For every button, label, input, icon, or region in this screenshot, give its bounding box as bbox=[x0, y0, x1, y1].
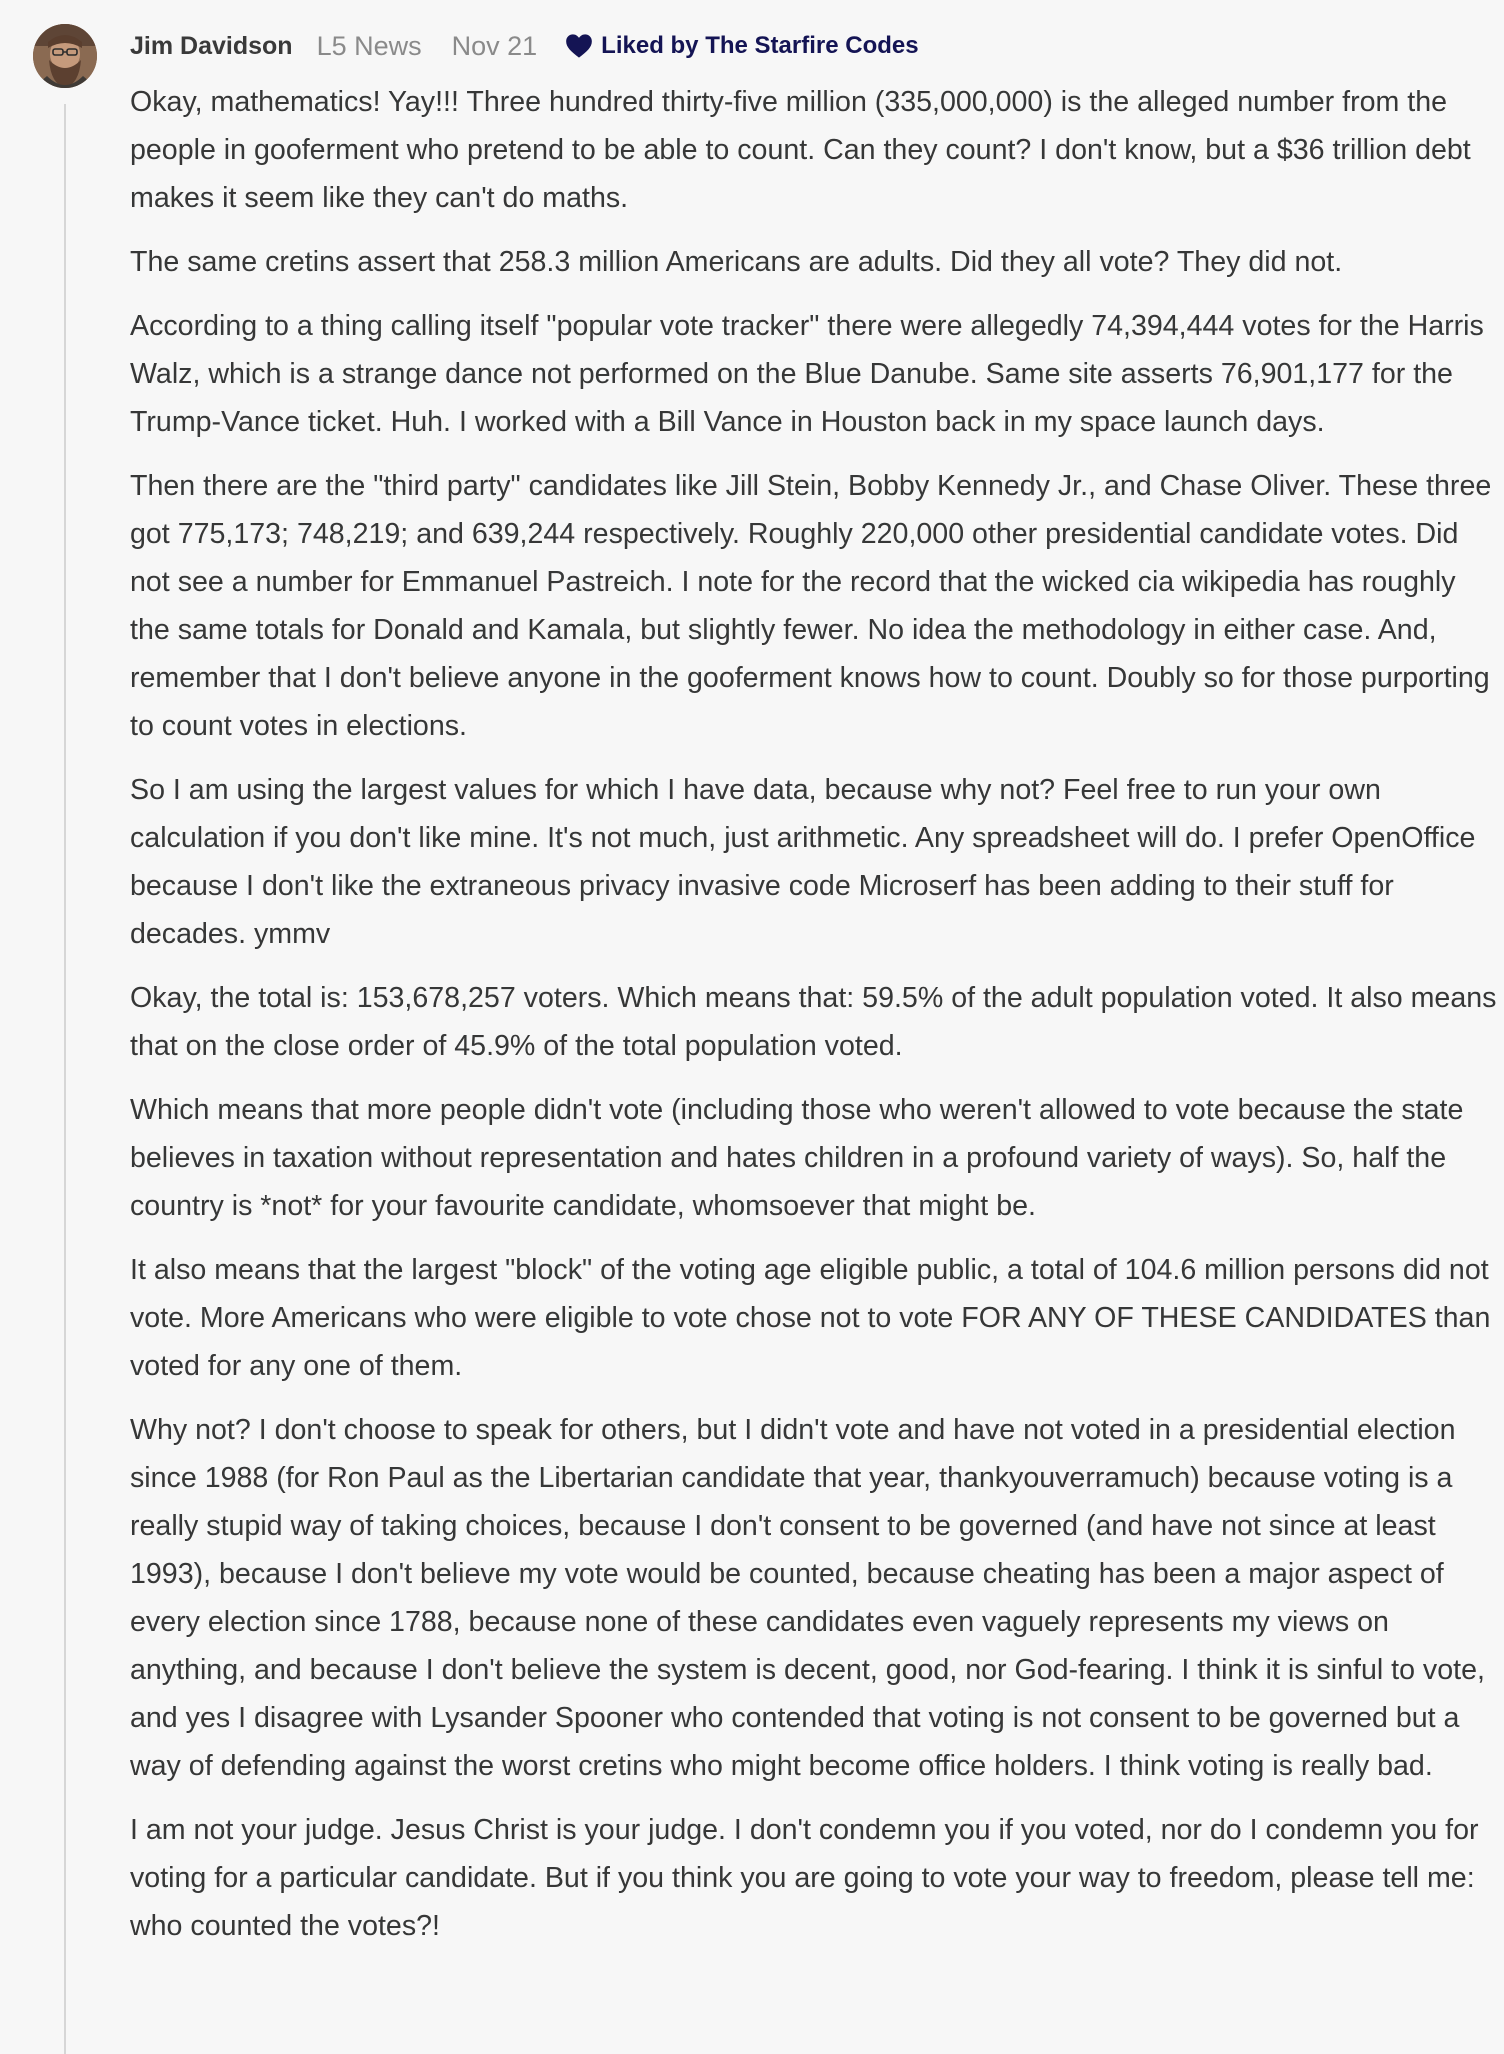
author-name[interactable]: Jim Davidson bbox=[130, 31, 293, 60]
comment-paragraph: So I am using the largest values for which I have data, because why not? Feel free to run your own calculation if you don't like mine. It's not much, just arithmetic. Any spreadsheet will do. I prefer OpenOffice because I don't like the extraneous privacy invasive code Microserf has been adding to their stuff for decades. ymmv bbox=[130, 774, 1476, 950]
avatar[interactable] bbox=[33, 24, 97, 88]
comment-paragraph: Then there are the "third party" candidates like Jill Stein, Bobby Kennedy Jr., and Chase Oliver. These three got 775,173; 748,219; and 639,244 respectively. Roughly 220,000 other presidential candidate votes. Did not see a number for Emmanuel Pastreich. I note for the record that the wicked cia wikipedia has roughly the same totals for Donald and Kamala, but slightly fewer. No idea the methodology in either case. And, remember that I don't believe anyone in the gooferment knows how to count. Doubly so for those purporting to count votes in elections. bbox=[130, 470, 1492, 742]
comment-paragraph: I am not your judge. Jesus Christ is your judge. I don't condemn you if you voted, nor do I condemn you for voting for a particular candidate. But if you think you are going to vote your way to freedom, please tell me: who counted the votes?! bbox=[130, 1814, 1479, 1942]
comment-date[interactable]: Nov 21 bbox=[451, 30, 538, 61]
heart-icon bbox=[565, 33, 593, 59]
comment-paragraph: Why not? I don't choose to speak for others, but I didn't vote and have not voted in a presidential election since 1988 (for Ron Paul as the Libertarian candidate that year, thankyouverramuch) because voting is a really stupid way of taking choices, because I don't consent to be governed (and have not since at least 1993), because I don't believe my vote would be counted, because cheating has been a major aspect of every election since 1788, because none of these candidates even vaguely represents my views on anything, and because I don't believe the system is decent, good, nor God-fearing. I think it is sinful to vote, and yes I disagree with Lysander Spooner who contended that voting is not consent to be governed but a way of defending against the worst cretins who might become office holders. I think voting is really bad. bbox=[130, 1414, 1485, 1782]
comment-paragraph: The same cretins assert that 258.3 million Americans are adults. Did they all vote? They did not. bbox=[130, 246, 1343, 278]
liked-by-badge bbox=[565, 32, 918, 60]
liked-by-text: Liked by The Starfire Codes bbox=[601, 32, 919, 59]
comment-body bbox=[130, 78, 1502, 1966]
comment-paragraph: Okay, mathematics! Yay!!! Three hundred thirty-five million (335,000,000) is the alleged number from the people in gooferment who pretend to be able to count. Can they count? I don't know, but a $36 trillion debt makes it seem like they can't do maths. bbox=[130, 86, 1471, 214]
comment-header bbox=[130, 26, 919, 66]
avatar-photo bbox=[33, 24, 97, 88]
comment-paragraph: Okay, the total is: 153,678,257 voters. Which means that: 59.5% of the adult population voted. It also means that on the close order of 45.9% of the total population voted. bbox=[130, 982, 1497, 1062]
comment-paragraph: It also means that the largest "block" of the voting age eligible public, a total of 104.6 million persons did not vote. More Americans who were eligible to vote chose not to vote FOR ANY OF THESE CANDIDATES than voted for any one of them. bbox=[130, 1254, 1491, 1382]
comment-paragraph: According to a thing calling itself "popular vote tracker" there were allegedly 74,394,444 votes for the Harris Walz, which is a strange dance not performed on the Blue Danube. Same site asserts 76,901,177 for the Trump-Vance ticket. Huh. I worked with a Bill Vance in Houston back in my space launch days. bbox=[130, 310, 1484, 438]
thread-line bbox=[64, 104, 66, 2054]
comment-paragraph: Which means that more people didn't vote (including those who weren't allowed to vote because the state believes in taxation without representation and hates children in a profound variety of ways). So, half the country is *not* for your favourite candidate, whomsoever that might be. bbox=[130, 1094, 1464, 1222]
publication-name[interactable]: L5 News bbox=[316, 30, 422, 61]
